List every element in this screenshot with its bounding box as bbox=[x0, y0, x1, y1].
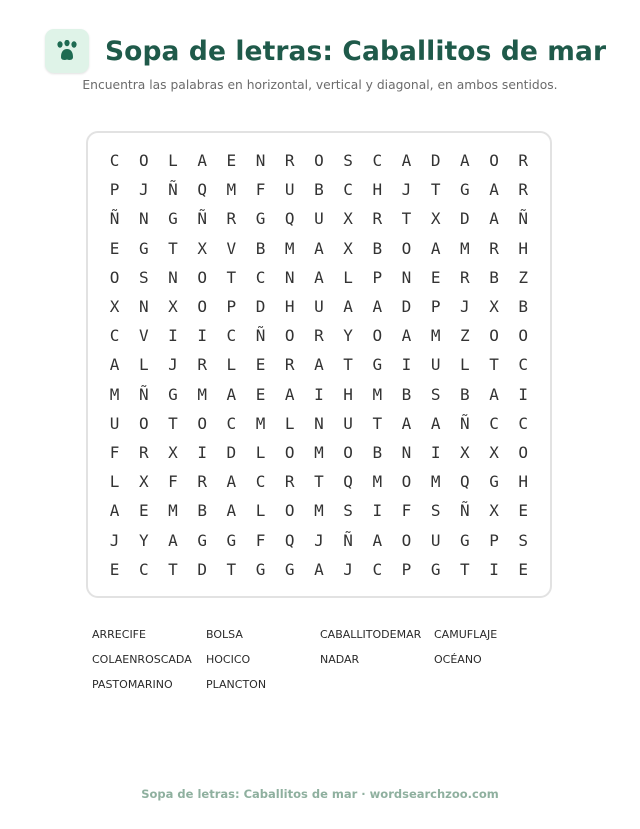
grid-cell[interactable]: T bbox=[372, 413, 383, 433]
grid-cell[interactable]: G bbox=[138, 238, 149, 258]
grid-cell[interactable]: B bbox=[401, 384, 412, 404]
grid-cell[interactable]: A bbox=[168, 530, 178, 550]
grid-cell[interactable]: G bbox=[168, 384, 178, 404]
grid-cell[interactable]: M bbox=[109, 384, 120, 404]
grid-cell[interactable]: D bbox=[255, 297, 266, 317]
grid-cell[interactable]: H bbox=[343, 384, 353, 404]
grid-cell[interactable]: I bbox=[197, 326, 207, 346]
grid-cell[interactable]: E bbox=[518, 501, 529, 521]
grid-cell[interactable]: Ñ bbox=[460, 501, 470, 521]
grid-cell[interactable]: M bbox=[430, 326, 441, 346]
grid-cell[interactable]: A bbox=[226, 472, 237, 492]
grid-cell[interactable]: E bbox=[109, 238, 120, 258]
grid-cell[interactable]: Q bbox=[197, 180, 207, 200]
grid-cell[interactable]: E bbox=[430, 267, 441, 287]
grid-cell[interactable]: A bbox=[343, 297, 353, 317]
grid-cell[interactable]: T bbox=[460, 559, 470, 579]
grid-cell[interactable]: T bbox=[401, 209, 412, 229]
grid-cell[interactable]: A bbox=[314, 559, 324, 579]
grid-cell[interactable]: I bbox=[430, 442, 441, 462]
grid-cell[interactable]: N bbox=[401, 267, 412, 287]
grid-cell[interactable]: E bbox=[255, 384, 266, 404]
grid-cell[interactable]: V bbox=[138, 326, 149, 346]
grid-cell[interactable]: R bbox=[460, 267, 470, 287]
grid-cell[interactable]: G bbox=[372, 355, 383, 375]
grid-cell[interactable]: R bbox=[284, 355, 295, 375]
grid-cell[interactable]: O bbox=[284, 442, 295, 462]
grid-cell[interactable]: C bbox=[109, 326, 120, 346]
grid-cell[interactable]: L bbox=[284, 413, 295, 433]
grid-cell[interactable]: T bbox=[226, 267, 237, 287]
grid-cell[interactable]: X bbox=[489, 297, 499, 317]
grid-cell[interactable]: C bbox=[518, 413, 529, 433]
grid-cell[interactable]: P bbox=[226, 297, 237, 317]
grid-cell[interactable]: A bbox=[489, 209, 499, 229]
grid-cell[interactable]: A bbox=[430, 413, 441, 433]
grid-cell[interactable]: A bbox=[460, 151, 470, 171]
grid-cell[interactable]: X bbox=[168, 442, 178, 462]
grid-cell[interactable]: O bbox=[489, 326, 499, 346]
grid-cell[interactable]: J bbox=[168, 355, 178, 375]
grid-cell[interactable]: U bbox=[430, 530, 441, 550]
grid-cell[interactable]: O bbox=[197, 413, 207, 433]
grid-cell[interactable]: O bbox=[109, 267, 120, 287]
grid-cell[interactable]: O bbox=[343, 442, 353, 462]
word-list-item: ARRECIFE bbox=[92, 628, 146, 641]
grid-cell[interactable]: J bbox=[138, 180, 149, 200]
grid-cell[interactable]: O bbox=[284, 501, 295, 521]
grid-cell[interactable]: M bbox=[314, 442, 324, 462]
grid-cell[interactable]: O bbox=[489, 151, 499, 171]
grid-cell[interactable]: O bbox=[518, 326, 529, 346]
grid-cell[interactable]: N bbox=[314, 413, 324, 433]
instructions: Encuentra las palabras en horizontal, vertical y diagonal, en ambos sentidos. bbox=[82, 78, 558, 92]
grid-cell[interactable]: C bbox=[372, 559, 383, 579]
grid-cell[interactable]: E bbox=[109, 559, 120, 579]
grid-cell[interactable]: R bbox=[226, 209, 237, 229]
grid-cell[interactable]: M bbox=[314, 501, 324, 521]
grid-cell[interactable]: I bbox=[518, 384, 529, 404]
grid-cell[interactable]: C bbox=[518, 355, 529, 375]
grid-cell[interactable]: L bbox=[460, 355, 470, 375]
grid-cell[interactable]: X bbox=[343, 209, 353, 229]
grid-cell[interactable]: B bbox=[197, 501, 207, 521]
grid-cell[interactable]: O bbox=[284, 326, 295, 346]
grid-cell[interactable]: M bbox=[168, 501, 178, 521]
grid-cell[interactable]: X bbox=[168, 297, 178, 317]
grid-cell[interactable]: C bbox=[255, 267, 266, 287]
paw-icon bbox=[55, 40, 79, 62]
grid-cell[interactable]: I bbox=[168, 326, 178, 346]
grid-cell[interactable]: Q bbox=[284, 209, 295, 229]
grid-cell[interactable]: R bbox=[284, 151, 295, 171]
grid-cell[interactable]: G bbox=[168, 209, 178, 229]
page-title: Sopa de letras: Caballitos de mar bbox=[105, 35, 607, 67]
grid-cell[interactable]: I bbox=[314, 384, 324, 404]
grid-cell[interactable]: R bbox=[284, 472, 295, 492]
grid-cell[interactable]: C bbox=[372, 151, 383, 171]
grid-cell[interactable]: G bbox=[430, 559, 441, 579]
grid-cell[interactable]: R bbox=[372, 209, 383, 229]
grid-cell[interactable]: A bbox=[197, 151, 207, 171]
grid-cell[interactable]: B bbox=[372, 442, 383, 462]
grid-cell[interactable]: B bbox=[372, 238, 383, 258]
grid-cell[interactable]: M bbox=[197, 384, 207, 404]
grid-cell[interactable]: O bbox=[197, 297, 207, 317]
grid-cell[interactable]: N bbox=[255, 151, 266, 171]
grid-cell[interactable]: A bbox=[314, 267, 324, 287]
grid-cell[interactable]: Ñ bbox=[168, 180, 178, 200]
grid-cell[interactable]: A bbox=[372, 297, 383, 317]
grid-cell[interactable]: T bbox=[314, 472, 324, 492]
grid-cell[interactable]: Y bbox=[138, 530, 149, 550]
grid-cell[interactable]: X bbox=[343, 238, 353, 258]
grid-cell[interactable]: O bbox=[401, 530, 412, 550]
grid-cell[interactable]: A bbox=[109, 501, 120, 521]
grid-cell[interactable]: F bbox=[168, 472, 178, 492]
grid-cell[interactable]: B bbox=[489, 267, 499, 287]
grid-cell[interactable]: I bbox=[401, 355, 412, 375]
grid-cell[interactable]: J bbox=[343, 559, 353, 579]
word-list-item: COLAENROSCADA bbox=[92, 653, 192, 666]
grid-cell[interactable]: A bbox=[401, 326, 412, 346]
grid-cell[interactable]: I bbox=[372, 501, 383, 521]
grid-cell[interactable]: N bbox=[284, 267, 295, 287]
grid-cell[interactable]: T bbox=[430, 180, 441, 200]
grid-cell[interactable]: U bbox=[109, 413, 120, 433]
word-list-item: CABALLITODEMAR bbox=[320, 628, 422, 641]
grid-cell[interactable]: C bbox=[226, 326, 237, 346]
grid-cell[interactable]: O bbox=[518, 442, 529, 462]
grid-cell[interactable]: N bbox=[401, 442, 412, 462]
grid-cell[interactable]: U bbox=[430, 355, 441, 375]
grid-cell[interactable]: H bbox=[372, 180, 383, 200]
grid-cell[interactable]: Ñ bbox=[138, 384, 149, 404]
grid-cell[interactable]: L bbox=[226, 355, 237, 375]
grid-cell[interactable]: A bbox=[284, 384, 295, 404]
grid-cell[interactable]: I bbox=[489, 559, 499, 579]
grid-cell[interactable]: A bbox=[401, 151, 412, 171]
grid-cell[interactable]: R bbox=[518, 180, 529, 200]
grid-cell[interactable]: I bbox=[197, 442, 207, 462]
grid-cell[interactable]: D bbox=[430, 151, 441, 171]
word-list-item: BOLSA bbox=[206, 628, 243, 641]
grid-cell[interactable]: T bbox=[168, 238, 178, 258]
grid-cell[interactable]: X bbox=[489, 442, 499, 462]
word-list bbox=[92, 625, 548, 700]
grid-cell[interactable]: O bbox=[138, 151, 149, 171]
grid-cell[interactable]: A bbox=[226, 501, 237, 521]
grid-cell[interactable]: U bbox=[284, 180, 295, 200]
grid-cell[interactable]: L bbox=[109, 472, 120, 492]
grid-cell[interactable]: A bbox=[109, 355, 120, 375]
grid-cell[interactable]: Ñ bbox=[197, 209, 207, 229]
grid-cell[interactable]: L bbox=[138, 355, 149, 375]
grid-cell[interactable]: C bbox=[109, 151, 120, 171]
grid-cell[interactable]: E bbox=[255, 355, 266, 375]
grid-cell[interactable]: O bbox=[401, 472, 412, 492]
grid-cell[interactable]: A bbox=[489, 384, 499, 404]
grid-cell[interactable]: B bbox=[460, 384, 470, 404]
grid-cell[interactable]: O bbox=[372, 326, 383, 346]
grid-cell[interactable]: R bbox=[489, 238, 499, 258]
grid-cell[interactable]: A bbox=[314, 355, 324, 375]
grid-cell[interactable]: D bbox=[197, 559, 207, 579]
grid-cell[interactable]: F bbox=[255, 180, 266, 200]
grid-cell[interactable]: C bbox=[255, 472, 266, 492]
word-list-item: CAMUFLAJE bbox=[434, 628, 498, 641]
grid-cell[interactable]: P bbox=[109, 180, 120, 200]
grid-cell[interactable]: J bbox=[109, 530, 120, 550]
grid-cell[interactable]: H bbox=[518, 238, 529, 258]
grid-cell[interactable]: X bbox=[109, 297, 120, 317]
grid-cell[interactable]: F bbox=[109, 442, 120, 462]
grid-cell[interactable]: O bbox=[138, 413, 149, 433]
grid-cell[interactable]: Z bbox=[460, 326, 470, 346]
grid-cell[interactable]: V bbox=[226, 238, 237, 258]
grid-cell[interactable]: P bbox=[401, 559, 412, 579]
grid-cell[interactable]: P bbox=[430, 297, 441, 317]
grid-cell[interactable]: Y bbox=[343, 326, 353, 346]
grid-cell[interactable]: S bbox=[343, 501, 353, 521]
grid-cell[interactable]: S bbox=[343, 151, 353, 171]
grid-cell[interactable]: L bbox=[343, 267, 353, 287]
grid-cell[interactable]: N bbox=[168, 267, 178, 287]
grid-cell[interactable]: R bbox=[314, 326, 324, 346]
grid-cell[interactable]: C bbox=[226, 413, 237, 433]
grid-cell[interactable]: S bbox=[138, 267, 149, 287]
grid-cell[interactable]: D bbox=[401, 297, 412, 317]
word-list-item: PLANCTON bbox=[206, 678, 267, 691]
grid-cell[interactable]: G bbox=[255, 209, 266, 229]
grid-cell[interactable]: J bbox=[314, 530, 324, 550]
grid-cell[interactable]: M bbox=[255, 413, 266, 433]
grid-cell[interactable]: T bbox=[168, 559, 178, 579]
grid-cell[interactable]: U bbox=[343, 413, 353, 433]
grid-cell[interactable]: A bbox=[372, 530, 383, 550]
grid-cell[interactable]: B bbox=[518, 297, 529, 317]
grid-cell[interactable]: U bbox=[314, 297, 324, 317]
grid-cell[interactable]: O bbox=[401, 238, 412, 258]
word-list-item: PASTOMARINO bbox=[92, 678, 173, 691]
grid-cell[interactable]: G bbox=[255, 559, 266, 579]
grid-cell[interactable]: D bbox=[226, 442, 237, 462]
grid-cell[interactable]: H bbox=[284, 297, 295, 317]
grid-cell[interactable]: Q bbox=[343, 472, 353, 492]
grid-cell[interactable]: A bbox=[314, 238, 324, 258]
grid-cell[interactable]: E bbox=[226, 151, 237, 171]
grid-cell[interactable]: X bbox=[197, 238, 207, 258]
grid-cell[interactable]: S bbox=[430, 384, 441, 404]
grid-cell[interactable]: A bbox=[430, 238, 441, 258]
grid-cell[interactable]: A bbox=[401, 413, 412, 433]
grid-cell[interactable]: H bbox=[518, 472, 529, 492]
grid-cell[interactable]: Ñ bbox=[109, 209, 120, 229]
grid-cell[interactable]: T bbox=[168, 413, 178, 433]
grid-cell[interactable]: G bbox=[489, 472, 499, 492]
grid-cell[interactable]: X bbox=[138, 472, 149, 492]
logo bbox=[45, 29, 89, 73]
grid-cell[interactable]: L bbox=[255, 501, 266, 521]
grid-cell[interactable]: B bbox=[314, 180, 324, 200]
grid-cell[interactable]: J bbox=[460, 297, 470, 317]
grid-cell[interactable]: T bbox=[489, 355, 499, 375]
grid-cell[interactable]: B bbox=[255, 238, 266, 258]
grid-cell[interactable]: R bbox=[197, 355, 207, 375]
grid-cell[interactable]: X bbox=[460, 442, 470, 462]
grid-cell[interactable]: M bbox=[430, 472, 441, 492]
grid-cell[interactable]: U bbox=[314, 209, 324, 229]
grid-cell[interactable]: G bbox=[460, 530, 470, 550]
grid-cell[interactable]: N bbox=[138, 297, 149, 317]
grid-cell[interactable]: Z bbox=[518, 267, 529, 287]
grid-cell[interactable]: G bbox=[197, 530, 207, 550]
grid-cell[interactable]: M bbox=[372, 384, 383, 404]
header bbox=[45, 29, 606, 73]
grid-cell[interactable]: C bbox=[489, 413, 499, 433]
grid-cell[interactable]: L bbox=[255, 442, 266, 462]
grid-cell[interactable]: R bbox=[197, 472, 207, 492]
grid-cell[interactable]: T bbox=[343, 355, 353, 375]
grid-cell[interactable]: Ñ bbox=[518, 209, 529, 229]
grid-cell[interactable]: M bbox=[460, 238, 470, 258]
grid-cell[interactable]: A bbox=[489, 180, 499, 200]
grid-cell[interactable]: Ñ bbox=[255, 326, 266, 346]
word-list-item: HOCICO bbox=[206, 653, 251, 666]
grid-cell[interactable]: G bbox=[460, 180, 470, 200]
grid-cell[interactable]: S bbox=[518, 530, 529, 550]
grid-cell[interactable]: C bbox=[343, 180, 353, 200]
letter-grid bbox=[100, 146, 538, 584]
grid-cell[interactable]: N bbox=[138, 209, 149, 229]
grid-cell[interactable]: P bbox=[489, 530, 499, 550]
word-list-item: NADAR bbox=[320, 653, 360, 666]
grid-cell[interactable]: F bbox=[401, 501, 412, 521]
grid-cell[interactable]: C bbox=[138, 559, 149, 579]
grid-cell[interactable]: M bbox=[226, 180, 237, 200]
grid-cell[interactable]: R bbox=[138, 442, 149, 462]
grid-cell[interactable]: X bbox=[489, 501, 499, 521]
grid-cell[interactable]: L bbox=[168, 151, 178, 171]
grid-cell[interactable]: J bbox=[401, 180, 412, 200]
grid-cell[interactable]: O bbox=[314, 151, 324, 171]
grid-cell[interactable]: F bbox=[255, 530, 266, 550]
grid-cell[interactable]: M bbox=[372, 472, 383, 492]
grid-cell[interactable]: R bbox=[518, 151, 529, 171]
grid-cell[interactable]: E bbox=[138, 501, 149, 521]
grid-cell[interactable]: G bbox=[226, 530, 237, 550]
grid-cell[interactable]: A bbox=[226, 384, 237, 404]
grid-cell[interactable]: Ñ bbox=[460, 413, 470, 433]
word-list-item: OCÉANO bbox=[434, 653, 482, 666]
grid-cell[interactable]: M bbox=[284, 238, 295, 258]
grid-cell[interactable]: Ñ bbox=[343, 530, 353, 550]
grid-cell[interactable]: S bbox=[430, 501, 441, 521]
footer: Sopa de letras: Caballitos de mar · wordsearchzoo.com bbox=[141, 787, 499, 801]
grid-cell[interactable]: Q bbox=[284, 530, 295, 550]
grid-cell[interactable]: Q bbox=[460, 472, 470, 492]
grid-cell[interactable]: G bbox=[284, 559, 295, 579]
grid-cell[interactable]: D bbox=[460, 209, 470, 229]
grid-cell[interactable]: O bbox=[197, 267, 207, 287]
grid-cell[interactable]: P bbox=[372, 267, 383, 287]
grid-cell[interactable]: X bbox=[430, 209, 441, 229]
grid-cell[interactable]: E bbox=[518, 559, 529, 579]
grid-cell[interactable]: T bbox=[226, 559, 237, 579]
